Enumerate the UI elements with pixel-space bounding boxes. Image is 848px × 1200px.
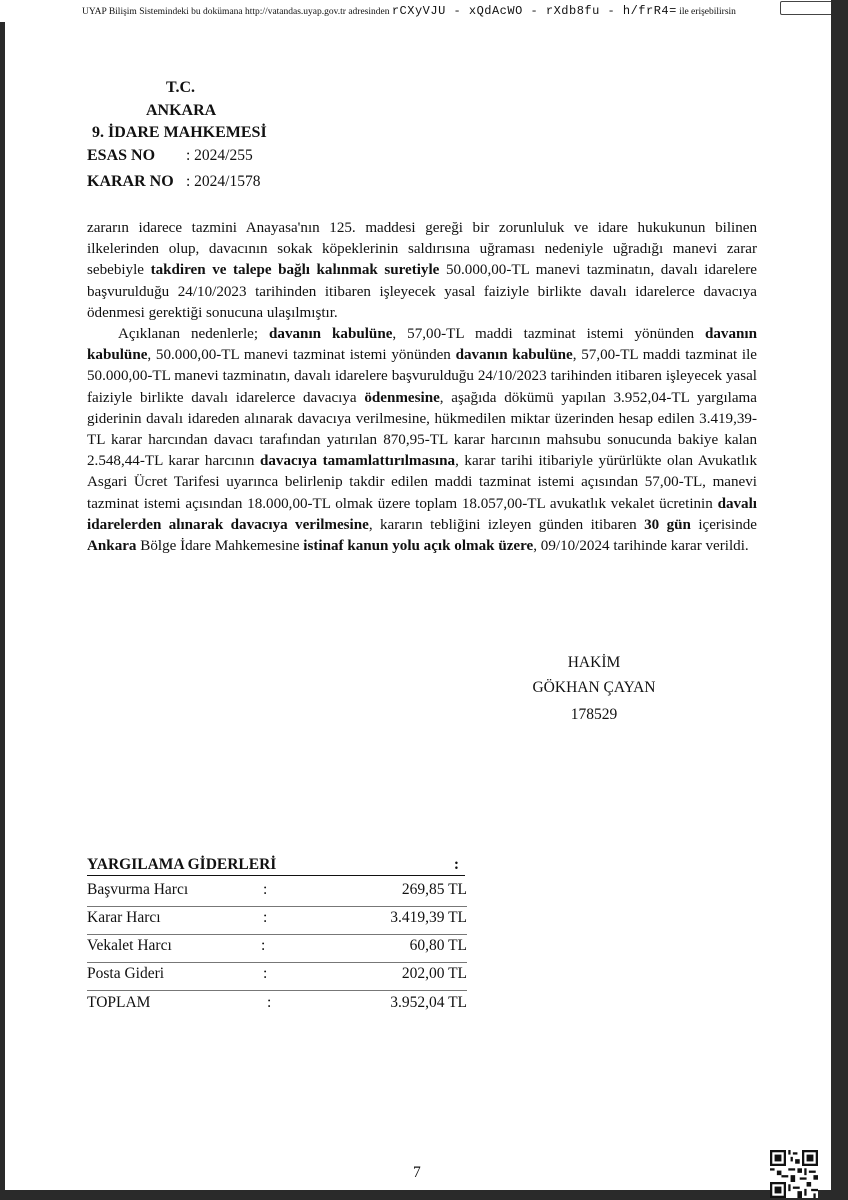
paragraph-ruling: Açıklanan nedenlerle; davanın kabulüne, 57,00-TL maddi tazminat istemi yönünden davanın kabulüne, 50.000,00-TL manevi tazminat istemi yönünden davanın kabulüne, 57,00-TL maddi tazminat ile 50.000,00-TL manevi tazminatın, davalı idarelere başvurulduğu 24/10/2023 tarihinden itibaren işleyecek yasal faiziyle birlikte davalı idarelerce davacıya ödenmesine, aşağıda dökümü yapılan 3.952,04-TL yargılama giderinin davalı idareden alınarak davacıya verilmesine, hükmedilen miktar üzerinden hesap edilen 3.419,39-TL karar harcından davacı tarafından yatırılan 870,95-TL karar harcının mahsubu sonucunda bakiye kalan 2.548,44-TL karar harcının davacıya tamamlattırılmasına, karar tarihi itibariyle yürürlükte olan Avukatlık Asgari Ücret Tarifesi uyarınca belirlenip takdir edilen maddi tazminat istemi açısından 57,00-TL, manevi tazminat istemi açısından 18.000,00-TL olmak üzere toplam 18.057,00-TL avukatlık vekalet ücretinin davalı idarelerden alınarak davacıya verilmesine, kararın tebliğini izleyen günden itibaren 30 gün içerisinde Ankara Bölge İdare Mahkemesine istinaf kanun yolu açık olmak üzere, 09/10/2024 tarihinde karar verildi.	[87, 326, 758, 555]
access-suffix-text: ile erişebilirsin	[679, 7, 736, 17]
decision-body	[87, 218, 757, 557]
cost-row: Vekalet Harcı : 60,80 TL	[87, 934, 467, 963]
scan-bottom-edge	[0, 1190, 848, 1200]
cost-label: Posta Gideri	[87, 965, 165, 982]
cost-total-row: TOPLAM : 3.952,04 TL	[87, 991, 467, 1019]
judge-number: 178529	[570, 706, 618, 723]
header-court: 9. İDARE MAHKEMESİ	[92, 124, 267, 141]
esas-no-label: ESAS NO	[87, 147, 156, 164]
cost-label: Karar Harcı	[87, 909, 161, 926]
header-tc: T.C.	[166, 79, 196, 96]
cost-amount: 202,00 TL	[401, 965, 467, 982]
uyap-access-bar	[0, 0, 848, 22]
cost-row: Başvurma Harcı : 269,85 TL	[87, 878, 467, 907]
costs-title: YARGILAMA GİDERLERİ :	[87, 855, 465, 876]
judge-name: GÖKHAN ÇAYAN	[532, 679, 656, 696]
cost-total-amount: 3.952,04 TL	[390, 994, 467, 1011]
karar-no-value: : 2024/1578	[186, 173, 261, 190]
esas-no-value: : 2024/255	[186, 147, 253, 164]
cost-label: Vekalet Harcı	[87, 937, 172, 954]
cost-row: Karar Harcı : 3.419,39 TL	[87, 906, 467, 935]
karar-no-label: KARAR NO	[87, 173, 174, 190]
cost-amount: 269,85 TL	[401, 881, 467, 898]
header-city: ANKARA	[146, 102, 217, 119]
document-access-code: rCXyVJU - xQdAcWO - rXdb8fu - h/frR4=	[391, 4, 677, 18]
scan-edge	[831, 0, 848, 1200]
cost-amount: 3.419,39 TL	[390, 909, 467, 926]
qr-code-icon	[770, 1150, 818, 1198]
cost-label: Başvurma Harcı	[87, 881, 189, 898]
judge-title: HAKİM	[567, 654, 621, 671]
cost-amount: 60,80 TL	[409, 937, 467, 954]
cost-row: Posta Gideri : 202,00 TL	[87, 962, 467, 991]
cost-total-label: TOPLAM	[87, 994, 151, 1011]
page-number: 7	[413, 1164, 421, 1181]
paragraph-conclusion: zararın idarece tazmini Anayasa'nın 125. maddesi gereği bir zorunluluk ve idare hukukunun bilinen ilkelerinden olup, davacının sokak köpeklerinin saldırısına uğraması nedeniyle uğradığı manevi zarar sebebiyle takdiren ve talepe bağlı kalınmak suretiyle 50.000,00-TL manevi tazminatın, davalı idarelere başvurulduğu 24/10/2023 tarihinden itibaren işleyecek yasal faiziyle birlikte davalı idarelerce davacıya ödenmesi gerektiği sonucuna ulaşılmıştır.	[87, 220, 758, 321]
access-prefix-text: UYAP Bilişim Sistemindeki bu dokümana http://vatandas.uyap.gov.tr adresinden	[82, 7, 390, 17]
